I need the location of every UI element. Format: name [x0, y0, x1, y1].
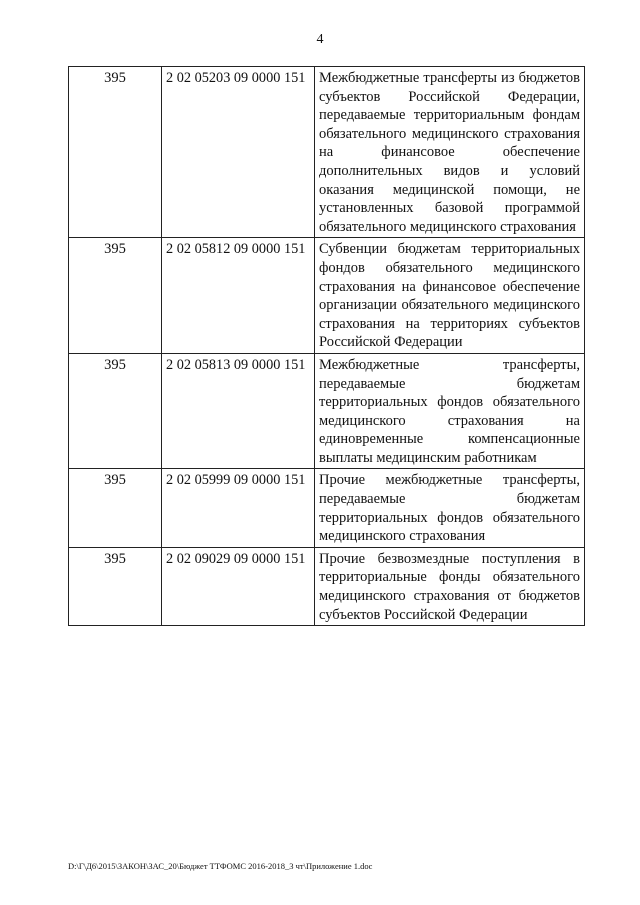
table-row — [69, 67, 585, 238]
revenue-table — [68, 66, 585, 626]
footer-file-path: D:\Г\Д6\2015\ЗАКОН\ЗАС_20\Бюджет ТТФОМС 2016-2018_3 чт\Приложение 1.doc — [68, 861, 373, 871]
table-row — [69, 238, 585, 354]
admin-code-cell: 395 — [69, 67, 162, 238]
revenue-name-cell: Субвенции бюджетам территориальных фондов обязательного медицинского страхования на финансовое обеспечение организации обязательного медицинского страхования на территориях субъектов Российской Федерации — [315, 238, 585, 354]
kbk-code-cell: 2 02 05812 09 0000 151 — [162, 238, 315, 354]
table-row — [69, 353, 585, 469]
admin-code-cell: 395 — [69, 547, 162, 625]
revenue-name-cell: Прочие безвозмездные поступления в территориальные фонды обязательного медицинского страхования от бюджетов субъектов Российской Федерации — [315, 547, 585, 625]
kbk-code-cell: 2 02 05813 09 0000 151 — [162, 353, 315, 469]
page-number: 4 — [316, 32, 324, 47]
table-row — [69, 469, 585, 547]
kbk-code-cell: 2 02 05999 09 0000 151 — [162, 469, 315, 547]
kbk-code-cell: 2 02 05203 09 0000 151 — [162, 67, 315, 238]
admin-code-cell: 395 — [69, 469, 162, 547]
admin-code-cell: 395 — [69, 353, 162, 469]
revenue-name-cell: Межбюджетные трансферты из бюджетов субъектов Российской Федерации, передаваемые территориальным фондам обязательного медицинского страхования на финансовое обеспечение дополнительных видов и условий оказания медицинской помощи, не установленных базовой программой обязательного медицинского страхования — [315, 67, 585, 238]
table-row — [69, 547, 585, 625]
revenue-name-cell: Прочие межбюджетные трансферты, передаваемые бюджетам территориальных фондов обязательного медицинского страхования — [315, 469, 585, 547]
revenue-name-cell: Межбюджетные трансферты, передаваемые бюджетам территориальных фондов обязательного медицинского страхования на единовременные компенсационные выплаты медицинским работникам — [315, 353, 585, 469]
admin-code-cell: 395 — [69, 238, 162, 354]
kbk-code-cell: 2 02 09029 09 0000 151 — [162, 547, 315, 625]
